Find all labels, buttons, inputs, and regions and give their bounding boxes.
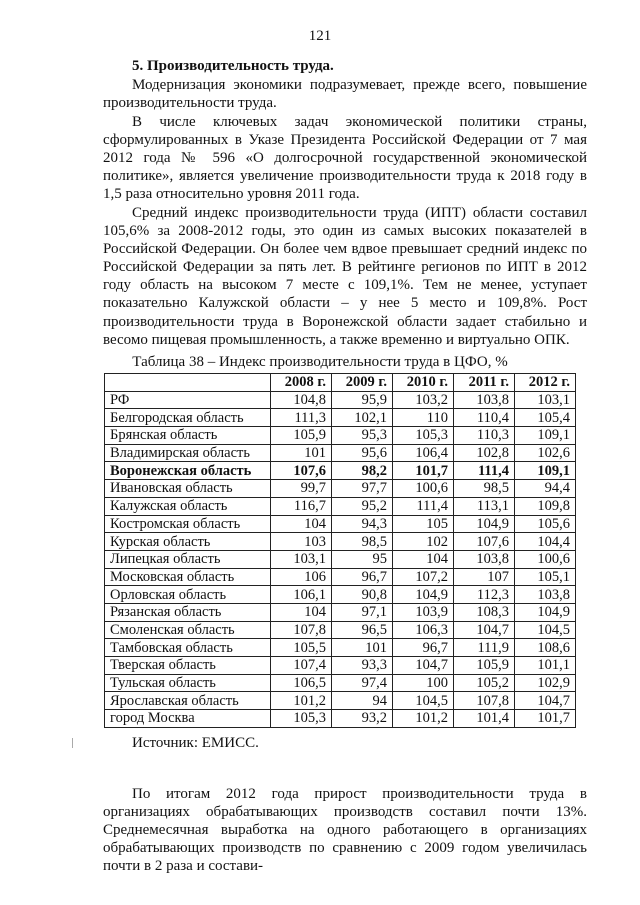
value-cell: 95,9 — [332, 391, 393, 409]
value-cell: 107,2 — [393, 568, 454, 586]
value-cell: 96,7 — [393, 639, 454, 657]
paragraph-average-index: Средний индекс производительности труда (ИПТ) области составил 105,6% за 2008-2012 годы, это один из самых высоких показателей в Российской Федерации. Он более чем вдвое превышает средний индекс по Российской Федерации за пять лет. В рейтинге регионов по ИПТ в 2012 году область на высоком 7 месте с 109,1%. Тем не менее, уступает показательно Калужской области – у нее 5 место и 109,8%. Рост производительности труда в Воронежской области задает стабильно и весомо пищевая промышленность, а также временно и виртуально ОПК. — [103, 205, 587, 348]
table-row — [105, 710, 576, 728]
value-cell: 93,2 — [332, 710, 393, 728]
paragraph-modernization: Модернизация экономики подразумевает, прежде всего, повышение производительности труда. — [103, 77, 587, 112]
value-cell: 101,4 — [454, 710, 515, 728]
table-row — [105, 621, 576, 639]
table-row — [105, 657, 576, 675]
productivity-table-wrapper — [104, 373, 576, 728]
value-cell: 105,1 — [515, 568, 576, 586]
value-cell: 103 — [271, 533, 332, 551]
value-cell: 104,9 — [393, 586, 454, 604]
value-cell: 105,2 — [454, 674, 515, 692]
header-region-cell — [105, 374, 271, 392]
value-cell: 101,7 — [393, 462, 454, 480]
header-year-2008: 2008 г. — [271, 374, 332, 392]
value-cell: 113,1 — [454, 497, 515, 515]
value-cell: 100 — [393, 674, 454, 692]
table-row — [105, 497, 576, 515]
value-cell: 101,2 — [393, 710, 454, 728]
value-cell: 103,2 — [393, 391, 454, 409]
paragraph-key-tasks: В числе ключевых задач экономической политики страны, сформулированных в Указе Президента Российской Федерации от 7 мая 2012 года № 596 «О долгосрочной государственной экономической политике», является увеличение производительности труда к 2018 году в 1,5 раза относительно уровня 2011 года. — [103, 114, 587, 203]
value-cell: 110,4 — [454, 409, 515, 427]
region-cell: Владимирская область — [105, 444, 271, 462]
value-cell: 108,3 — [454, 603, 515, 621]
value-cell: 105,3 — [393, 427, 454, 445]
value-cell: 111,4 — [393, 497, 454, 515]
table-row — [105, 603, 576, 621]
value-cell: 103,8 — [454, 391, 515, 409]
value-cell: 107,6 — [454, 533, 515, 551]
value-cell: 102,8 — [454, 444, 515, 462]
region-cell: Брянская область — [105, 427, 271, 445]
region-cell: Смоленская область — [105, 621, 271, 639]
value-cell: 95,3 — [332, 427, 393, 445]
region-cell: Курская область — [105, 533, 271, 551]
value-cell: 101,1 — [515, 657, 576, 675]
value-cell: 106,5 — [271, 674, 332, 692]
table-row — [105, 444, 576, 462]
value-cell: 102,1 — [332, 409, 393, 427]
value-cell: 105,5 — [271, 639, 332, 657]
value-cell: 107,4 — [271, 657, 332, 675]
value-cell: 94,4 — [515, 480, 576, 498]
value-cell: 104,4 — [515, 533, 576, 551]
value-cell: 104,7 — [393, 657, 454, 675]
region-cell: Белгородская область — [105, 409, 271, 427]
value-cell: 110,3 — [454, 427, 515, 445]
value-cell: 103,1 — [271, 550, 332, 568]
value-cell: 104 — [393, 550, 454, 568]
value-cell: 97,4 — [332, 674, 393, 692]
header-year-2011: 2011 г. — [454, 374, 515, 392]
region-cell: город Москва — [105, 710, 271, 728]
value-cell: 90,8 — [332, 586, 393, 604]
value-cell: 100,6 — [515, 550, 576, 568]
region-cell: Ярославская область — [105, 692, 271, 710]
table-row — [105, 692, 576, 710]
value-cell: 106,3 — [393, 621, 454, 639]
value-cell: 101 — [271, 444, 332, 462]
value-cell: 105 — [393, 515, 454, 533]
value-cell: 106 — [271, 568, 332, 586]
table-row — [105, 462, 576, 480]
value-cell: 102,9 — [515, 674, 576, 692]
page-number: 121 — [308, 28, 332, 44]
region-cell: Тверская область — [105, 657, 271, 675]
table-row — [105, 586, 576, 604]
value-cell: 101,7 — [515, 710, 576, 728]
value-cell: 106,1 — [271, 586, 332, 604]
value-cell: 111,3 — [271, 409, 332, 427]
value-cell: 102,6 — [515, 444, 576, 462]
value-cell: 107 — [454, 568, 515, 586]
table-row — [105, 480, 576, 498]
header-year-2012: 2012 г. — [515, 374, 576, 392]
region-cell: Липецкая область — [105, 550, 271, 568]
table-row — [105, 639, 576, 657]
value-cell: 104 — [271, 603, 332, 621]
table-row — [105, 515, 576, 533]
value-cell: 105,3 — [271, 710, 332, 728]
value-cell: 95 — [332, 550, 393, 568]
table-header-row — [105, 374, 576, 392]
region-cell: Тамбовская область — [105, 639, 271, 657]
value-cell: 104,9 — [515, 603, 576, 621]
region-cell: Московская область — [105, 568, 271, 586]
table-row — [105, 568, 576, 586]
value-cell: 107,8 — [454, 692, 515, 710]
value-cell: 111,4 — [454, 462, 515, 480]
value-cell: 112,3 — [454, 586, 515, 604]
value-cell: 97,1 — [332, 603, 393, 621]
value-cell: 104,8 — [271, 391, 332, 409]
margin-mark — [72, 738, 73, 748]
value-cell: 103,8 — [515, 586, 576, 604]
table-row — [105, 674, 576, 692]
region-cell: Рязанская область — [105, 603, 271, 621]
region-cell: Ивановская область — [105, 480, 271, 498]
value-cell: 95,6 — [332, 444, 393, 462]
value-cell: 116,7 — [271, 497, 332, 515]
region-cell: Тульская область — [105, 674, 271, 692]
table-row — [105, 533, 576, 551]
header-year-2009: 2009 г. — [332, 374, 393, 392]
region-cell: РФ — [105, 391, 271, 409]
region-cell: Калужская область — [105, 497, 271, 515]
value-cell: 99,7 — [271, 480, 332, 498]
region-cell: Орловская область — [105, 586, 271, 604]
table-row — [105, 427, 576, 445]
table-source: Источник: ЕМИСС. — [132, 735, 259, 751]
value-cell: 94 — [332, 692, 393, 710]
value-cell: 96,7 — [332, 568, 393, 586]
value-cell: 98,5 — [454, 480, 515, 498]
header-year-2010: 2010 г. — [393, 374, 454, 392]
value-cell: 102 — [393, 533, 454, 551]
value-cell: 95,2 — [332, 497, 393, 515]
value-cell: 98,2 — [332, 462, 393, 480]
table-row — [105, 409, 576, 427]
value-cell: 104,9 — [454, 515, 515, 533]
value-cell: 93,3 — [332, 657, 393, 675]
value-cell: 96,5 — [332, 621, 393, 639]
productivity-index-table — [104, 373, 576, 728]
table-caption: Таблица 38 – Индекс производительности труда в ЦФО, % — [132, 354, 508, 370]
region-cell: Воронежская область — [105, 462, 271, 480]
value-cell: 109,1 — [515, 427, 576, 445]
value-cell: 104,7 — [515, 692, 576, 710]
value-cell: 108,6 — [515, 639, 576, 657]
table-row — [105, 391, 576, 409]
value-cell: 104 — [271, 515, 332, 533]
table-body — [105, 391, 576, 727]
value-cell: 110 — [393, 409, 454, 427]
value-cell: 107,6 — [271, 462, 332, 480]
value-cell: 103,8 — [454, 550, 515, 568]
value-cell: 101 — [332, 639, 393, 657]
value-cell: 104,7 — [454, 621, 515, 639]
table-row — [105, 550, 576, 568]
value-cell: 104,5 — [515, 621, 576, 639]
region-cell: Костромская область — [105, 515, 271, 533]
value-cell: 109,8 — [515, 497, 576, 515]
value-cell: 107,8 — [271, 621, 332, 639]
value-cell: 109,1 — [515, 462, 576, 480]
value-cell: 103,9 — [393, 603, 454, 621]
value-cell: 106,4 — [393, 444, 454, 462]
paragraph-manufacturing: По итогам 2012 года прирост производительности труда в организациях обрабатывающих производств составил почти 13%. Среднемесячная выработка на одного работающего в организациях обрабатывающих производств по сравнению с 2009 годом увеличилась почти в 2 раза и состави- — [103, 786, 587, 875]
value-cell: 105,4 — [515, 409, 576, 427]
value-cell: 104,5 — [393, 692, 454, 710]
value-cell: 111,9 — [454, 639, 515, 657]
value-cell: 101,2 — [271, 692, 332, 710]
value-cell: 105,9 — [454, 657, 515, 675]
value-cell: 94,3 — [332, 515, 393, 533]
value-cell: 98,5 — [332, 533, 393, 551]
value-cell: 105,9 — [271, 427, 332, 445]
value-cell: 97,7 — [332, 480, 393, 498]
section-heading: 5. Производительность труда. — [132, 58, 334, 74]
value-cell: 105,6 — [515, 515, 576, 533]
value-cell: 103,1 — [515, 391, 576, 409]
value-cell: 100,6 — [393, 480, 454, 498]
